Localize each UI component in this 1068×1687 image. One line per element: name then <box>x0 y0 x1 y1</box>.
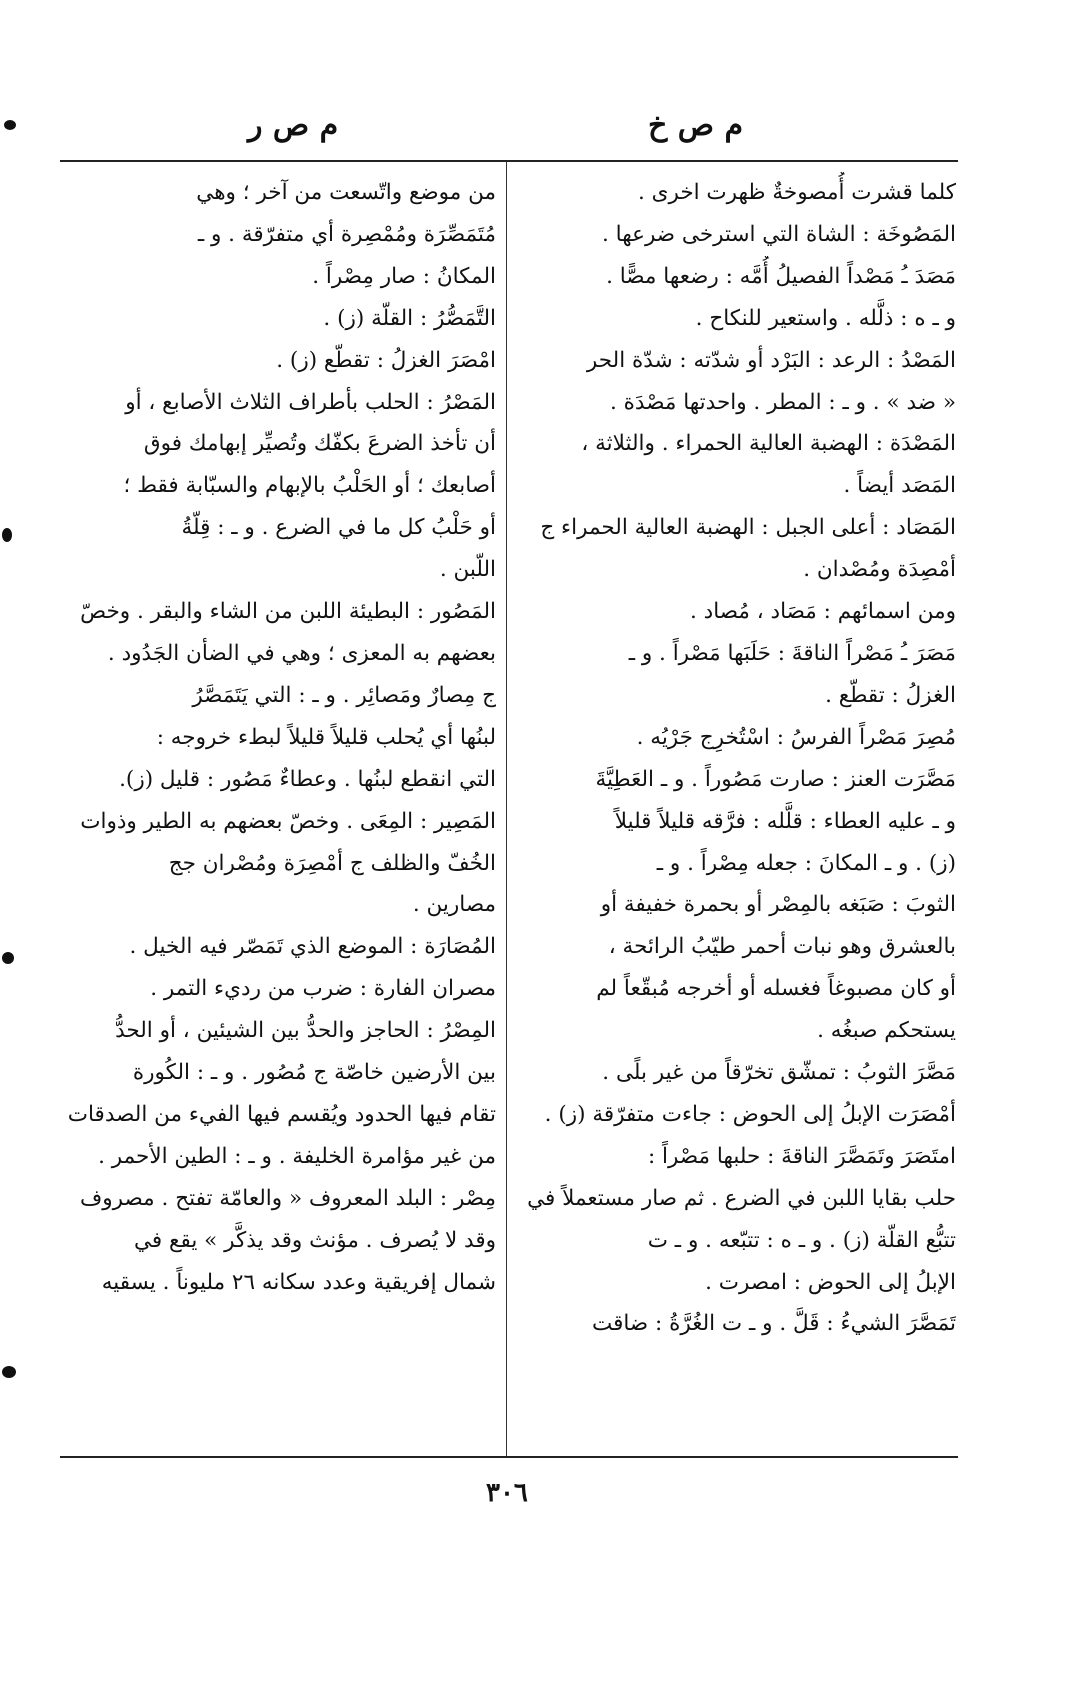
entry-line: المَصْدَة : الهضبة العالية الحمراء . والثلاثة ، <box>581 431 956 457</box>
entry-line: ج مِصارٌ ومَصائِر . و ـ : التي يَتَمَصَّرُ <box>192 682 496 708</box>
entry-line: بين الأرضين خاصّة ج مُصُور . و ـ : الكُورة <box>132 1060 496 1086</box>
entry-line: التَّمَصُّرُ : القلّة (ز) . <box>323 305 496 331</box>
entry-line: أصابعك ؛ أو الحَلْبُ بالإبهام والسبّابة فقط ؛ <box>123 473 496 499</box>
entry-line: تتبُّع القلّة (ز) . و ـ ه : تتبّعه . و ـ ت <box>647 1227 956 1253</box>
entry-line: تَمَصَّرَ الشيءُ : قَلَّ . و ـ ت الغُرَّةُ : ضاقت <box>591 1311 956 1337</box>
entry-line: أن تأخذ الضرعَ بكفّك وتُصيِّر إبهامك فوق <box>143 431 496 457</box>
binding-mark <box>2 528 12 542</box>
entry-line: حلب بقايا اللبن في الضرع . ثم صار مستعملاً في <box>527 1185 956 1211</box>
entry-line: (ز) . و ـ المكانَ : جعله مِصْراً . و ـ <box>656 850 956 876</box>
right-column <box>516 172 956 1450</box>
entry-line: أمْصِدَة ومُصْدان . <box>803 557 956 583</box>
entry-line: المَصَد أيضاً . <box>843 473 956 499</box>
entry-line: أمْصَرَت الإبلُ إلى الحوض : جاءت متفرّقة (ز) . <box>544 1101 956 1127</box>
entry-line: مصارين . <box>412 892 496 918</box>
binding-mark <box>4 120 16 130</box>
entry-line: بعضهم به المعزى ؛ وهي في الضأن الجَدُود . <box>107 640 496 666</box>
entry-line: أو حَلْبُ كل ما في الضرع . و ـ : قِلّةُ <box>181 515 496 541</box>
entry-line: مِصْر : البلد المعروف « والعامّة تفتح . مصروف <box>80 1185 496 1211</box>
bottom-rule <box>60 1456 958 1458</box>
entry-line: المَصِير : المِعَى . وخصّ بعضهم به الطير وذوات <box>80 808 496 834</box>
entry-line: المَصُور : البطيئة اللبن من الشاء والبقر . وخصّ <box>80 599 496 625</box>
entry-line: المِصْرُ : الحاجز والحدُّ بين الشيئين ، أو الحدُّ <box>115 1018 496 1044</box>
entry-line: و ـ عليه العطاء : قلَّله : فرَّقه قليلاً قليلاً <box>614 808 956 834</box>
entry-line: مَصَرَ ـُ مَصْراً الناقةَ : حَلَبَها مَصْراً . و ـ <box>628 640 956 666</box>
entry-line: امْصَرَ الغزلُ : تقطّع (ز) . <box>276 347 496 373</box>
entry-line: الغزلُ : تقطّع . <box>825 682 956 708</box>
entry-line: المَصُوخَة : الشاة التي استرخى ضرعها . <box>601 221 956 247</box>
page-number: ٣٠٦ <box>486 1478 528 1508</box>
entry-line: مُتَمَصِّرَة ومُمْصِرة أي متفرّقة . و ـ <box>197 221 496 247</box>
entry-line: شمال إفريقية وعدد سكانه ٢٦ مليوناً . يسقيه <box>101 1269 496 1295</box>
entry-line: لبنُها أي يُحلب قليلاً قليلاً لبطء خروجه : <box>156 724 496 750</box>
entry-line: المكانُ : صار مِصْراً . <box>312 263 496 289</box>
binding-mark <box>2 1366 16 1378</box>
entry-line: امتَصَرَ وتَمَصَّرَ الناقةَ : حلبها مَصْراً : <box>647 1143 956 1169</box>
entry-line: من موضع واتّسعت من آخر ؛ وهي <box>196 180 496 205</box>
header-root-left: م ص ر <box>248 108 339 143</box>
top-rule <box>60 160 958 162</box>
entry-line: اللّبن . <box>439 557 496 583</box>
entry-line: المَصْدُ : الرعد : البَرْد أو شدّته : شدّة الحر <box>586 347 956 373</box>
entry-line: الثوبَ : صَبَغه بالمِصْر أو بحمرة خفيفة أو <box>600 892 956 918</box>
entry-line: مَصَّرَ الثوبُ : تمشّق تخرّقاً من غير بلًى . <box>602 1060 956 1086</box>
entry-line: المُصَارَة : الموضع الذي تَمَصّر فيه الخيل . <box>129 934 496 960</box>
entry-line: ومن اسمائهم : مَصَاد ، مُصاد . <box>689 599 956 625</box>
entry-line: التي انقطع لبنُها . وعطاءٌ مَصُور : قليل (ز). <box>119 766 496 792</box>
entry-line: و ـ ه : ذلَّله . واستعير للنكاح . <box>695 305 956 331</box>
entry-line: المَصْرُ : الحلب بأطراف الثلاث الأصابع ، أو <box>125 389 496 415</box>
entry-line: المَصَاد : أعلى الجبل : الهضبة العالية الحمراء ج <box>540 515 956 541</box>
entry-line: الإبلُ إلى الحوض : امصرت . <box>705 1269 956 1295</box>
entry-line: مُصِرَ مَصْراً الفرسُ : اسْتُخرِج جَرْيُه . <box>636 724 956 750</box>
entry-line: الخُفّ والظلف ج أمْصِرَة ومُصْران جج <box>168 850 496 876</box>
entry-line: يستحكم صبغُه . <box>817 1018 956 1044</box>
entry-line: أو كان مصبوغاً فغسله أو أخرجه مُبقّعاً لم <box>596 976 956 1002</box>
entry-line: من غير مؤامرة الخليفة . و ـ : الطين الأحمر . <box>98 1143 496 1169</box>
entry-line: كلما قشرت أُمصوخةٌ ظهرت اخرى . <box>637 180 956 205</box>
entry-line: وقد لا يُصرف . مؤنث وقد يذكَّر » يقع في <box>133 1227 496 1253</box>
entry-line: مصران الفارة : ضرب من رديء التمر . <box>150 976 496 1002</box>
entry-line: تقام فيها الحدود ويُقسم فيها الفيء من الصدقات <box>67 1101 496 1127</box>
left-column <box>56 172 496 1450</box>
entry-line: مَصَّرَت العنز : صارت مَصُوراً . و ـ العَطِيَّةَ <box>595 766 956 792</box>
header-root-right: م ص خ <box>648 108 744 143</box>
entry-line: بالعشرق وهو نبات أحمر طيّبُ الرائحة ، <box>608 934 956 960</box>
binding-mark <box>2 952 14 964</box>
entry-line: مَصَدَ ـُ مَصْداً الفصيلُ أُمَّه : رضعها مصًّا . <box>606 263 956 289</box>
entry-line: « ضد » . و ـ : المطر . واحدتها مَصْدَة . <box>610 389 956 415</box>
column-divider <box>506 162 507 1456</box>
